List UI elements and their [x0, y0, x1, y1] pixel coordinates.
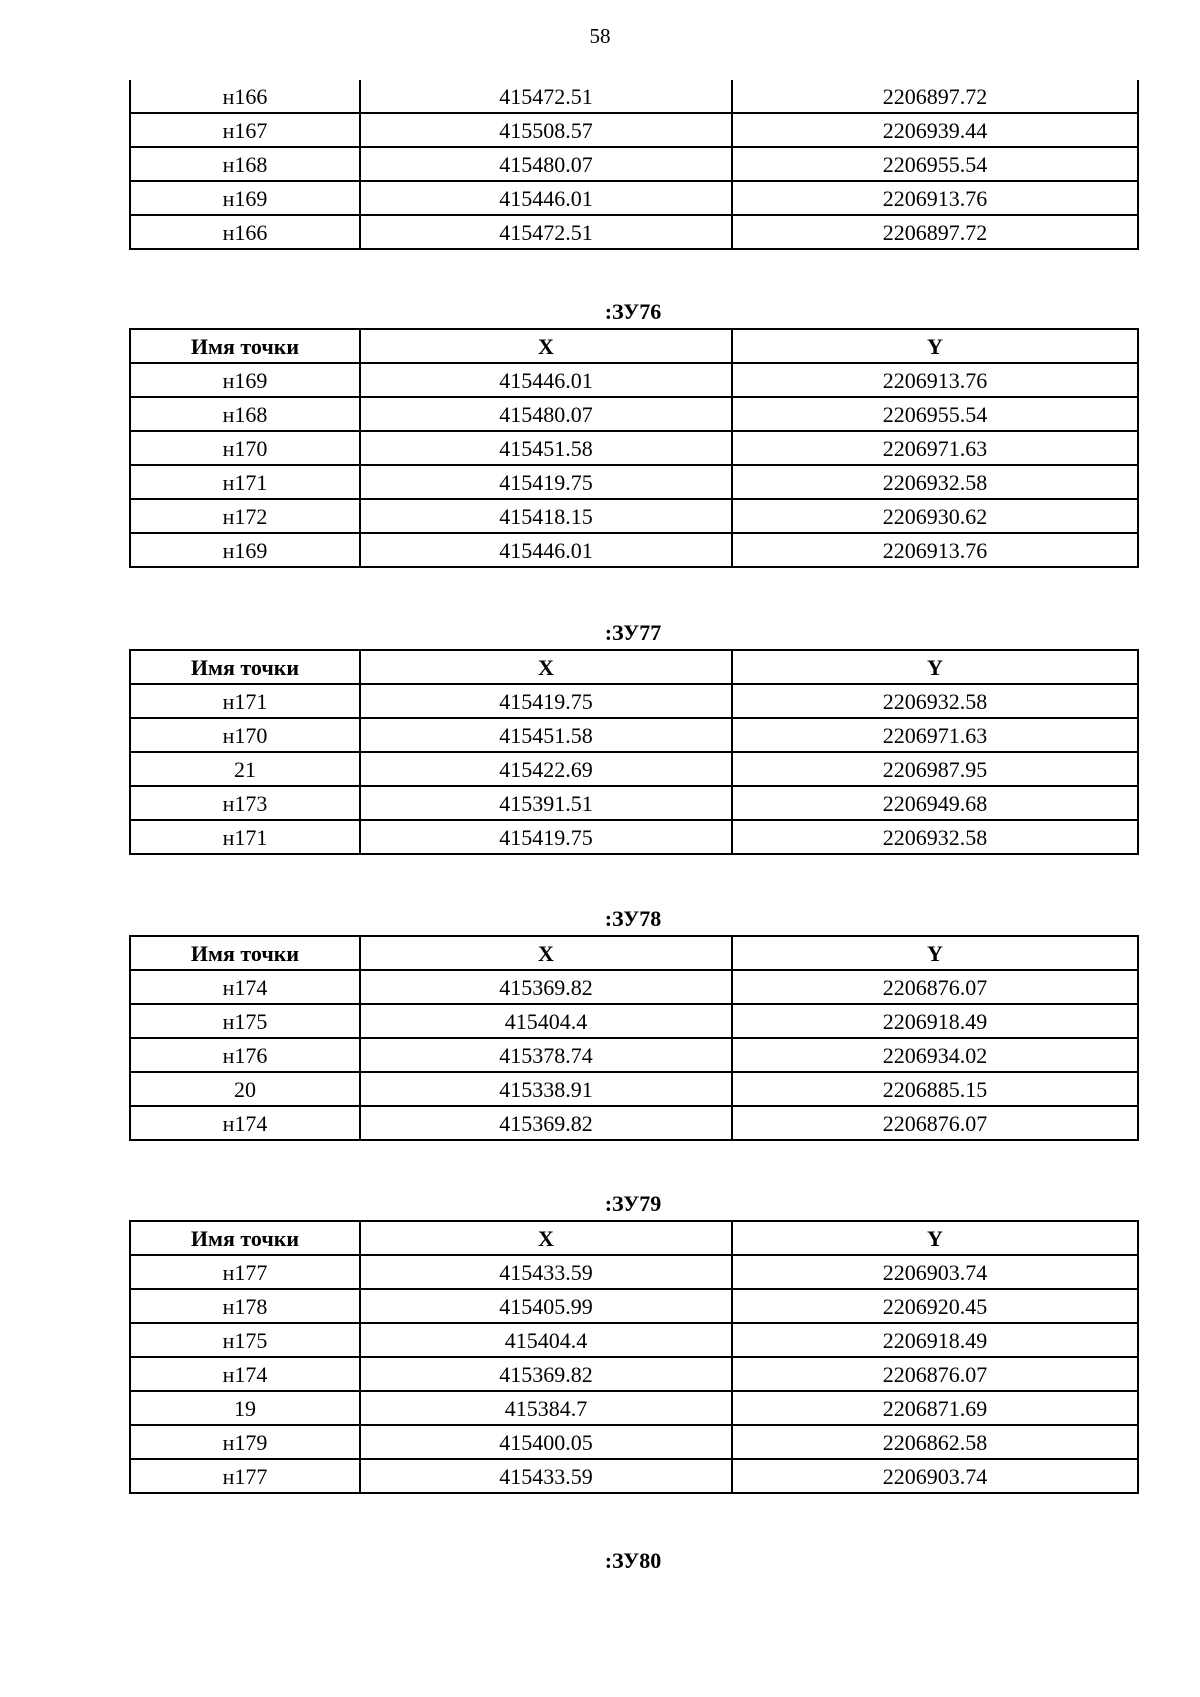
cell-y: 2206987.95	[732, 752, 1138, 786]
section-zu79	[129, 1188, 1137, 1494]
table-row	[130, 970, 1138, 1004]
cell-x: 415369.82	[360, 970, 732, 1004]
table-row	[130, 1459, 1138, 1493]
cell-point-name: н174	[130, 1357, 360, 1391]
table-row	[130, 1072, 1138, 1106]
cell-point-name: н170	[130, 431, 360, 465]
header-point-name: Имя точки	[130, 1221, 360, 1255]
cell-point-name: н172	[130, 499, 360, 533]
cell-x: 415472.51	[360, 80, 732, 113]
cell-x: 415391.51	[360, 786, 732, 820]
cell-y: 2206885.15	[732, 1072, 1138, 1106]
table-row	[130, 215, 1138, 249]
table-row	[130, 181, 1138, 215]
cell-x: 415369.82	[360, 1106, 732, 1140]
cell-point-name: н177	[130, 1459, 360, 1493]
cell-x: 415404.4	[360, 1004, 732, 1038]
cell-point-name: 21	[130, 752, 360, 786]
cell-x: 415338.91	[360, 1072, 732, 1106]
cell-point-name: н169	[130, 181, 360, 215]
cell-y: 2206939.44	[732, 113, 1138, 147]
cell-x: 415422.69	[360, 752, 732, 786]
cell-x: 415472.51	[360, 215, 732, 249]
cell-x: 415419.75	[360, 684, 732, 718]
header-x: X	[360, 329, 732, 363]
cell-point-name: н166	[130, 215, 360, 249]
cell-x: 415446.01	[360, 363, 732, 397]
continuation-block	[129, 80, 1137, 250]
section-title: :ЗУ80	[604, 1548, 662, 1573]
cell-y: 2206955.54	[732, 397, 1138, 431]
table-row	[130, 1323, 1138, 1357]
cell-point-name: 19	[130, 1391, 360, 1425]
cell-y: 2206932.58	[732, 684, 1138, 718]
header-point-name: Имя точки	[130, 650, 360, 684]
cell-x: 415418.15	[360, 499, 732, 533]
table-row	[130, 1038, 1138, 1072]
cell-point-name: н173	[130, 786, 360, 820]
table-header-row	[130, 329, 1138, 363]
table-row	[130, 1106, 1138, 1140]
table-row	[130, 786, 1138, 820]
header-x: X	[360, 936, 732, 970]
cell-x: 415446.01	[360, 181, 732, 215]
cell-point-name: н174	[130, 970, 360, 1004]
table-row	[130, 1289, 1138, 1323]
table-row	[130, 363, 1138, 397]
header-point-name: Имя точки	[130, 936, 360, 970]
cell-x: 415419.75	[360, 465, 732, 499]
table-row	[130, 752, 1138, 786]
cell-x: 415433.59	[360, 1459, 732, 1493]
cell-y: 2206876.07	[732, 1357, 1138, 1391]
cell-y: 2206862.58	[732, 1425, 1138, 1459]
table-row	[130, 820, 1138, 854]
cell-x: 415446.01	[360, 533, 732, 567]
section-title: :ЗУ78	[604, 906, 662, 931]
table-header-row	[130, 650, 1138, 684]
cell-point-name: н175	[130, 1323, 360, 1357]
cell-x: 415508.57	[360, 113, 732, 147]
cell-point-name: н167	[130, 113, 360, 147]
header-y: Y	[732, 650, 1138, 684]
cell-y: 2206903.74	[732, 1255, 1138, 1289]
cell-point-name: н178	[130, 1289, 360, 1323]
cell-point-name: н171	[130, 465, 360, 499]
cell-y: 2206932.58	[732, 465, 1138, 499]
cell-x: 415451.58	[360, 718, 732, 752]
cell-x: 415405.99	[360, 1289, 732, 1323]
table-row	[130, 718, 1138, 752]
cell-point-name: н168	[130, 147, 360, 181]
section-zu80	[129, 1545, 1137, 1577]
coordinates-table	[129, 80, 1139, 250]
table-row	[130, 1357, 1138, 1391]
cell-y: 2206897.72	[732, 215, 1138, 249]
table-row	[130, 147, 1138, 181]
cell-point-name: н169	[130, 363, 360, 397]
header-y: Y	[732, 1221, 1138, 1255]
cell-point-name: н171	[130, 820, 360, 854]
section-zu76	[129, 296, 1137, 568]
table-header-row	[130, 936, 1138, 970]
section-title: :ЗУ79	[604, 1191, 662, 1216]
cell-y: 2206934.02	[732, 1038, 1138, 1072]
cell-y: 2206971.63	[732, 718, 1138, 752]
cell-y: 2206876.07	[732, 970, 1138, 1004]
cell-point-name: н168	[130, 397, 360, 431]
cell-point-name: н169	[130, 533, 360, 567]
table-row	[130, 397, 1138, 431]
cell-y: 2206920.45	[732, 1289, 1138, 1323]
cell-point-name: н179	[130, 1425, 360, 1459]
section-zu77	[129, 617, 1137, 855]
cell-y: 2206871.69	[732, 1391, 1138, 1425]
table-row	[130, 1004, 1138, 1038]
cell-x: 415400.05	[360, 1425, 732, 1459]
cell-y: 2206930.62	[732, 499, 1138, 533]
section-title: :ЗУ76	[604, 299, 662, 324]
cell-point-name: н175	[130, 1004, 360, 1038]
cell-point-name: н170	[130, 718, 360, 752]
cell-y: 2206955.54	[732, 147, 1138, 181]
header-x: X	[360, 650, 732, 684]
cell-point-name: н171	[130, 684, 360, 718]
table-row	[130, 465, 1138, 499]
section-title: :ЗУ77	[604, 620, 662, 645]
table-row	[130, 684, 1138, 718]
cell-x: 415378.74	[360, 1038, 732, 1072]
cell-point-name: н176	[130, 1038, 360, 1072]
cell-y: 2206913.76	[732, 363, 1138, 397]
cell-x: 415480.07	[360, 147, 732, 181]
table-row	[130, 80, 1138, 113]
cell-y: 2206949.68	[732, 786, 1138, 820]
cell-point-name: н166	[130, 80, 360, 113]
section-zu78	[129, 903, 1137, 1141]
cell-x: 415384.7	[360, 1391, 732, 1425]
cell-x: 415404.4	[360, 1323, 732, 1357]
cell-x: 415369.82	[360, 1357, 732, 1391]
coordinates-table	[129, 935, 1139, 1141]
table-row	[130, 431, 1138, 465]
cell-x: 415433.59	[360, 1255, 732, 1289]
table-row	[130, 533, 1138, 567]
coordinates-table	[129, 1220, 1139, 1494]
header-y: Y	[732, 329, 1138, 363]
coordinates-table	[129, 649, 1139, 855]
table-header-row	[130, 1221, 1138, 1255]
cell-point-name: 20	[130, 1072, 360, 1106]
coordinates-table	[129, 328, 1139, 568]
cell-y: 2206932.58	[732, 820, 1138, 854]
cell-y: 2206913.76	[732, 181, 1138, 215]
cell-y: 2206913.76	[732, 533, 1138, 567]
table-row	[130, 1425, 1138, 1459]
table-row	[130, 1391, 1138, 1425]
cell-x: 415451.58	[360, 431, 732, 465]
header-y: Y	[732, 936, 1138, 970]
header-x: X	[360, 1221, 732, 1255]
cell-x: 415419.75	[360, 820, 732, 854]
cell-point-name: н177	[130, 1255, 360, 1289]
header-point-name: Имя точки	[130, 329, 360, 363]
cell-y: 2206897.72	[732, 80, 1138, 113]
cell-y: 2206918.49	[732, 1004, 1138, 1038]
table-row	[130, 499, 1138, 533]
page-number: 58	[589, 24, 611, 48]
cell-y: 2206876.07	[732, 1106, 1138, 1140]
table-row	[130, 113, 1138, 147]
cell-x: 415480.07	[360, 397, 732, 431]
cell-y: 2206903.74	[732, 1459, 1138, 1493]
cell-point-name: н174	[130, 1106, 360, 1140]
cell-y: 2206971.63	[732, 431, 1138, 465]
table-row	[130, 1255, 1138, 1289]
cell-y: 2206918.49	[732, 1323, 1138, 1357]
